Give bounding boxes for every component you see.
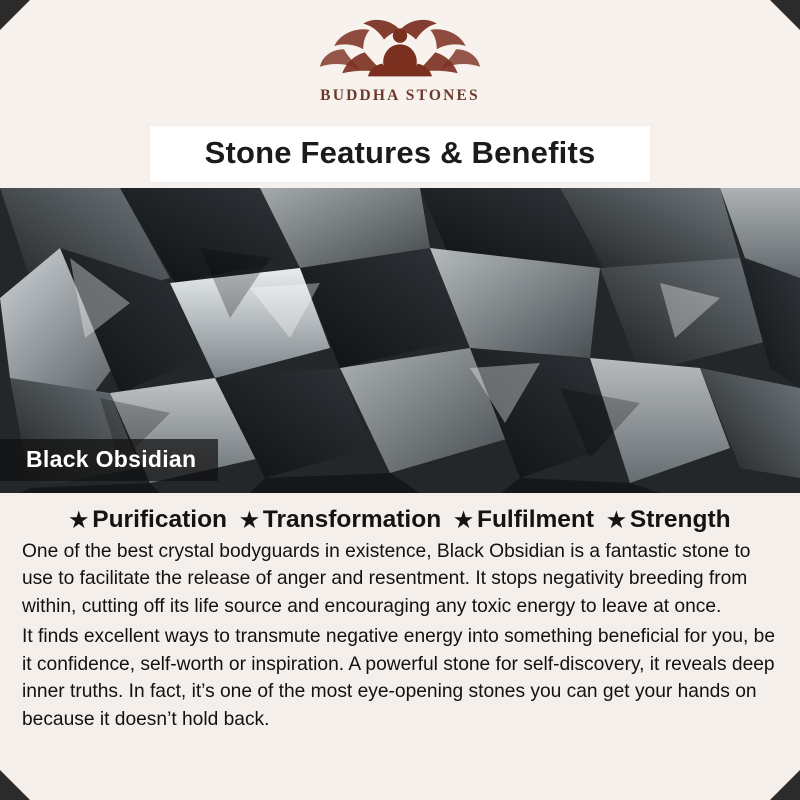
benefit-label: Fulfilment <box>477 506 595 533</box>
description-paragraph-1: One of the best crystal bodyguards in existence, Black Obsidian is a fantastic stone to use to facilitate the release of anger and resentment. It stops negativity breeding from within, cutting off its life source and encouraging any toxic energy to leave at once. <box>22 541 751 617</box>
lotus-meditation-icon <box>320 14 480 86</box>
corner-accent-top-left <box>0 0 30 30</box>
corner-accent-top-right <box>770 0 800 30</box>
star-icon: ★ <box>607 508 626 532</box>
content-section <box>0 493 800 798</box>
page-title: Stone Features & Benefits <box>204 135 596 170</box>
corner-accent-bottom-right <box>770 770 800 800</box>
benefit-item <box>607 506 731 534</box>
star-icon: ★ <box>69 508 89 532</box>
star-icon: ★ <box>240 508 259 532</box>
brand-header <box>0 0 800 122</box>
star-icon: ★ <box>454 508 473 532</box>
benefits-row <box>22 506 778 534</box>
benefit-label: Transformation <box>262 506 442 533</box>
stone-caption: Black Obsidian <box>0 439 218 481</box>
benefit-item <box>240 506 441 534</box>
title-band <box>150 126 650 182</box>
description-paragraph-2: It finds excellent ways to transmute negative energy into something beneficial for you, be it confidence, self-worth or inspiration. A powerful stone for self-discovery, it reveals deep inner truths. In fact, it’s one of the most eye-opening stones you can get your hands on because it doesn’t hold back. <box>22 626 775 730</box>
benefit-label: Strength <box>629 506 731 533</box>
corner-accent-bottom-left <box>0 770 30 800</box>
benefit-item <box>69 506 227 534</box>
benefit-item <box>454 506 594 534</box>
stone-photo <box>0 188 800 493</box>
benefit-label: Purification <box>92 506 227 533</box>
brand-name: BUDDHA STONES <box>320 87 480 104</box>
